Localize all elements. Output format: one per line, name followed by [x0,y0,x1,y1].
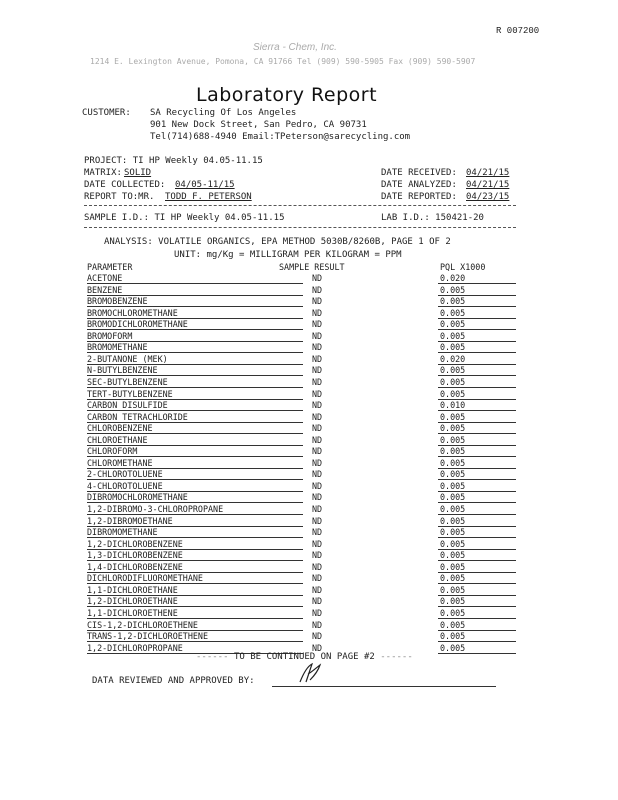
sample-result: ND [312,515,323,526]
parameter-name: BROMOCHLOROMETHANE [87,307,178,318]
table-row [0,423,618,434]
lab-id: LAB I.D.: 150421-20 [381,213,484,223]
pql-value: 0.005 [440,527,466,538]
parameter-name: DIBROMOMETHANE [87,527,158,538]
report-title: Laboratory Report [196,84,378,106]
sample-result: ND [312,619,323,630]
pql-value: 0.005 [440,365,466,376]
analysis-line: ANALYSIS: VOLATILE ORGANICS, EPA METHOD 5030B/8260B, PAGE 1 OF 2 [104,237,451,247]
sample-result: ND [312,469,323,480]
row-underline [438,653,516,654]
sample-result: ND [312,353,323,364]
pql-value: 0.005 [440,469,466,480]
table-row [0,365,618,376]
parameter-name: BROMOBENZENE [87,296,148,307]
sample-result: ND [312,400,323,411]
table-row [0,458,618,469]
parameter-name: BROMOMETHANE [87,342,148,353]
approval-label: DATA REVIEWED AND APPROVED BY: [92,676,255,686]
table-row [0,573,618,584]
table-row [0,331,618,342]
sample-result: ND [312,596,323,607]
customer-street: 901 New Dock Street, San Pedro, CA 90731 [150,120,367,130]
pql-value: 0.005 [440,538,466,549]
date-reported-value: 04/23/15 [466,192,510,202]
sample-result: ND [312,388,323,399]
pql-value: 0.005 [440,457,466,468]
table-row [0,319,618,330]
parameter-name: 4-CHLOROTOLUENE [87,480,163,491]
parameter-name: N-BUTYLBENZENE [87,365,158,376]
matrix-value: SOLID [124,168,152,178]
sample-result: ND [312,423,323,434]
unit-line: UNIT: mg/Kg = MILLIGRAM PER KILOGRAM = PPM [174,250,402,260]
pql-value: 0.005 [440,631,466,642]
parameter-name: 1,2-DIBROMOETHANE [87,515,173,526]
matrix-label: MATRIX: [84,168,122,178]
pql-value: 0.005 [440,504,466,514]
table-row [0,412,618,423]
pql-value: 0.005 [440,330,466,341]
pql-value: 0.005 [440,642,466,653]
parameter-name: 1,1-DICHLOROETHENE [87,607,178,618]
sample-result: ND [312,631,323,642]
pql-value: 0.005 [440,619,466,630]
parameter-name: 1,2-DIBROMO-3-CHLOROPROPANE [87,504,224,514]
sample-result: ND [312,480,323,491]
continued-note: ------ TO BE CONTINUED ON PAGE #2 ------ [196,652,413,662]
parameter-name: ACETONE [87,273,123,283]
sample-result: ND [312,342,323,353]
customer-name: SA Recycling Of Los Angeles [150,108,297,118]
pql-value: 0.005 [440,423,466,434]
table-row [0,285,618,296]
pql-value: 0.020 [440,273,466,283]
table-row [0,469,618,480]
parameter-name: TRANS-1,2-DICHLOROETHENE [87,631,209,642]
pql-value: 0.005 [440,296,466,307]
parameter-name: BROMOFORM [87,330,133,341]
pql-value: 0.010 [440,400,466,411]
pql-value: 0.005 [440,596,466,607]
continued-text: TO BE CONTINUED ON PAGE #2 [233,652,375,662]
table-row [0,585,618,596]
sample-result: ND [312,365,323,376]
parameter-name: CHLOROBENZENE [87,423,153,434]
pql-value: 0.005 [440,342,466,353]
pql-value: 0.005 [440,573,466,584]
table-row [0,481,618,492]
table-row [0,435,618,446]
table-row [0,377,618,388]
report-to-value: TODD F. PETERSON [165,192,252,202]
parameter-name: CHLOROFORM [87,446,138,457]
divider [84,227,516,228]
parameter-name: CARBON DISULFIDE [87,400,168,411]
parameter-name: DIBROMOCHLOROMETHANE [87,492,188,503]
customer-contact: Tel(714)688-4940 Email:TPeterson@sarecycling.com [150,132,411,142]
pql-value: 0.005 [440,376,466,387]
sample-result: ND [312,319,323,330]
parameter-name: BROMODICHLOROMETHANE [87,319,188,330]
table-row [0,504,618,515]
table-row [0,516,618,527]
customer-label: CUSTOMER: [82,108,131,118]
header-pql: PQL X1000 [440,262,486,272]
pql-value: 0.005 [440,307,466,318]
pql-value: 0.005 [440,284,466,295]
pql-value: 0.005 [440,388,466,399]
parameter-name: DICHLORODIFLUOROMETHANE [87,573,203,584]
sample-result: ND [312,538,323,549]
sample-result: ND [312,584,323,595]
parameter-name: 2-CHLOROTOLUENE [87,469,163,480]
sample-result: ND [312,296,323,307]
date-analyzed-label: DATE ANALYZED: [381,180,457,190]
sample-result: ND [312,434,323,445]
parameter-name: 1,2-DICHLOROETHANE [87,596,178,607]
date-received-label: DATE RECEIVED: [381,168,457,178]
parameter-name: CARBON TETRACHLORIDE [87,411,188,422]
pql-value: 0.020 [440,353,466,364]
pql-value: 0.005 [440,480,466,491]
sample-result: ND [312,284,323,295]
table-row [0,539,618,550]
parameter-name: 1,2-DICHLOROBENZENE [87,538,183,549]
pql-value: 0.005 [440,607,466,618]
parameter-name: CHLOROETHANE [87,434,148,445]
table-row [0,446,618,457]
pql-value: 0.005 [440,584,466,595]
parameter-name: CIS-1,2-DICHLOROETHENE [87,619,198,630]
table-row [0,620,618,631]
pql-value: 0.005 [440,561,466,572]
pql-value: 0.005 [440,492,466,503]
parameter-name: 2-BUTANONE (MEK) [87,353,168,364]
approval-signature-line [272,686,496,687]
sample-result: ND [312,642,323,653]
parameter-name: SEC-BUTYLBENZENE [87,376,168,387]
date-collected-value: 04/05-11/15 [175,180,235,190]
pql-value: 0.005 [440,434,466,445]
pql-value: 0.005 [440,411,466,422]
sample-result: ND [312,376,323,387]
parameter-name: 1,1-DICHLOROETHANE [87,584,178,595]
table-row [0,608,618,619]
table-row [0,596,618,607]
parameter-name: BENZENE [87,284,123,295]
sample-result: ND [312,457,323,468]
sample-result: ND [312,504,323,514]
parameter-name: CHLOROMETHANE [87,457,153,468]
sample-result: ND [312,411,323,422]
sample-result: ND [312,307,323,318]
table-row [0,342,618,353]
divider [84,205,516,206]
date-collected-label: DATE COLLECTED: [84,180,166,190]
table-row [0,562,618,573]
sample-result: ND [312,527,323,538]
table-row [0,527,618,538]
header-parameter: PARAMETER [87,262,133,272]
table-row [0,400,618,411]
table-row [0,492,618,503]
sample-result: ND [312,607,323,618]
date-analyzed-value: 04/21/15 [466,180,510,190]
sample-result: ND [312,446,323,457]
sample-result: ND [312,573,323,584]
pql-value: 0.005 [440,515,466,526]
date-reported-label: DATE REPORTED: [381,192,457,202]
table-row [0,308,618,319]
sample-result: ND [312,550,323,561]
pql-value: 0.005 [440,550,466,561]
report-to-label: REPORT TO:MR. [84,192,155,202]
sample-id: SAMPLE I.D.: TI HP Weekly 04.05-11.15 [84,213,285,223]
table-row [0,273,618,284]
sample-result: ND [312,561,323,572]
sample-result: ND [312,273,323,283]
project: PROJECT: TI HP Weekly 04.05-11.15 [84,156,263,166]
table-row [0,354,618,365]
page-number: R 007200 [496,26,540,36]
sample-result: ND [312,330,323,341]
parameter-name: TERT-BUTYLBENZENE [87,388,173,399]
table-row [0,296,618,307]
parameter-name: 1,2-DICHLOROPROPANE [87,642,183,653]
header-sample-result: SAMPLE RESULT [279,262,345,272]
pql-value: 0.005 [440,446,466,457]
pql-value: 0.005 [440,319,466,330]
signature [296,662,324,684]
sample-result: ND [312,492,323,503]
parameter-name: 1,4-DICHLOROBENZENE [87,561,183,572]
table-row [0,631,618,642]
table-row [0,389,618,400]
parameter-name: 1,3-DICHLOROBENZENE [87,550,183,561]
lab-address: 1214 E. Lexington Avenue, Pomona, CA 91766 Tel (909) 590-5905 Fax (909) 590-5907 [90,57,476,66]
date-received-value: 04/21/15 [466,168,510,178]
lab-name: Sierra - Chem, Inc. [253,42,337,53]
table-row [0,550,618,561]
